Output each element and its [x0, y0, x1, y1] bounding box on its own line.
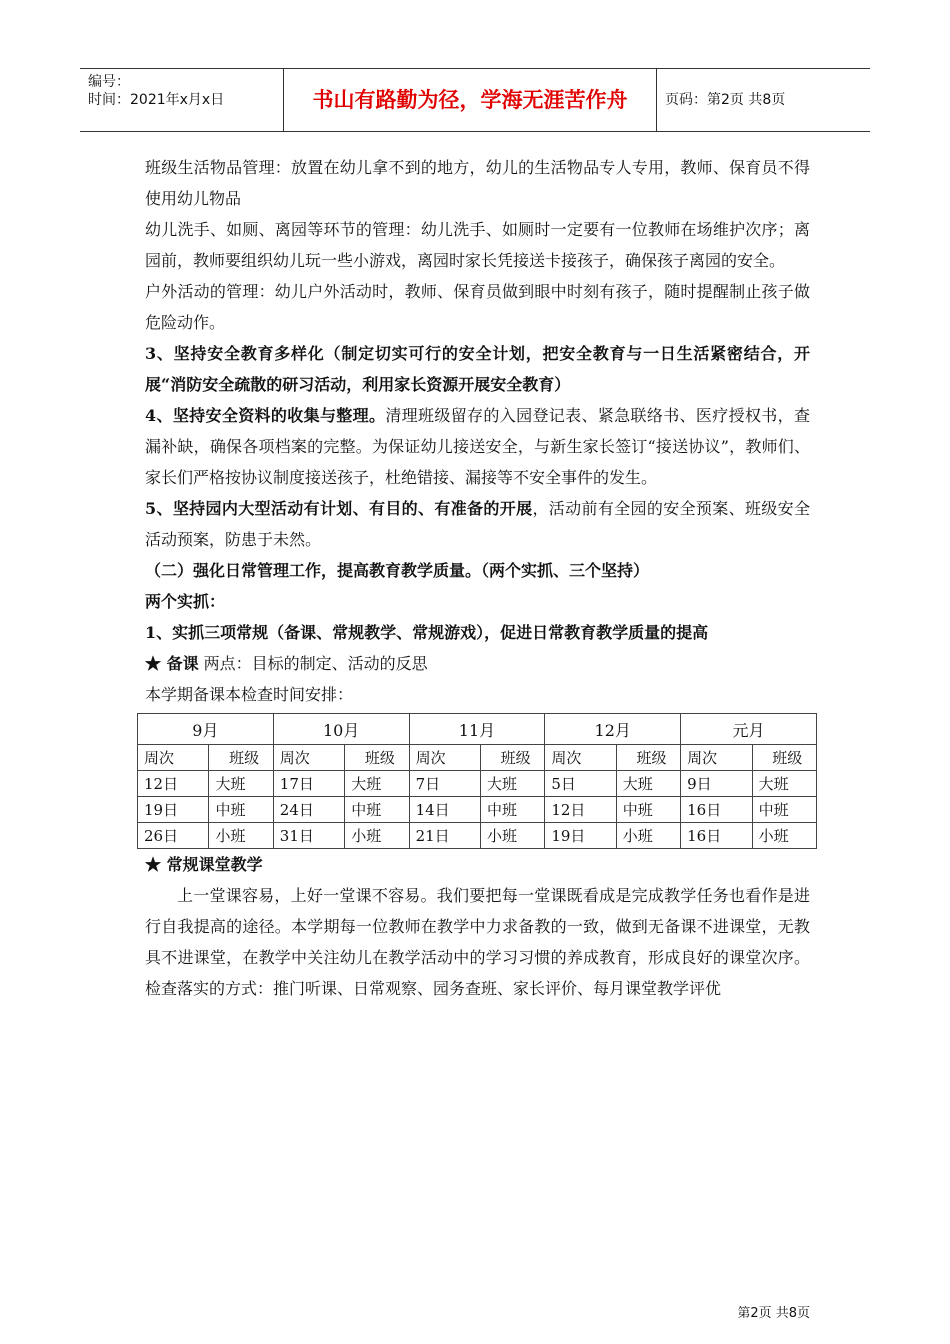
table-row: [138, 797, 817, 823]
table-cell: 17日: [273, 771, 344, 797]
table-row: [138, 771, 817, 797]
table-cell: 12日: [138, 771, 209, 797]
month-cell: 10月: [273, 714, 409, 745]
week-header: 周次: [409, 745, 480, 771]
month-cell: 11月: [409, 714, 545, 745]
table-cell: 中班: [345, 797, 409, 823]
table-cell: 31日: [273, 823, 344, 849]
week-header: 周次: [545, 745, 616, 771]
item-4-text: 清理班级留存的入园登记表、紧急联络书、医疗授权书，查漏补缺，确保各项档案的完整。为保证幼儿接送安全，与新生家长签订“接送协议”，教师们、家长们严格按协议制度接送孩子，杜绝错接、漏接等不安全事件的发生。: [145, 406, 810, 487]
table-cell: 大班: [345, 771, 409, 797]
table-cell: 大班: [752, 771, 816, 797]
item-4: [145, 400, 810, 493]
table-cell: 大班: [616, 771, 680, 797]
table-cell: 小班: [209, 823, 273, 849]
two-grasps-heading: 两个实抓：: [145, 592, 226, 611]
table-cell: 小班: [481, 823, 545, 849]
table-cell: 中班: [752, 797, 816, 823]
column-header-row: [138, 745, 817, 771]
week-header: 周次: [138, 745, 209, 771]
item-3: 3、坚持安全教育多样化（制定切实可行的安全计划，把安全教育与一日生活紧密结合，开展“消防安全疏散的研习活动，利用家长资源开展安全教育）: [145, 344, 810, 394]
table-cell: 19日: [545, 823, 616, 849]
table-cell: 16日: [681, 797, 752, 823]
item-4-title: 4、坚持安全资料的收集与整理。: [145, 406, 386, 425]
paragraph-outdoor: 户外活动的管理：幼儿户外活动时，教师、保育员做到眼中时刻有孩子，随时提醒制止孩子做危险动作。: [145, 282, 810, 332]
item-5-title: 5、坚持园内大型活动有计划、有目的、有准备的开展: [145, 499, 533, 518]
table-cell: 19日: [138, 797, 209, 823]
table-cell: 小班: [345, 823, 409, 849]
month-row: [138, 714, 817, 745]
page-footer: 第2页 共8页: [737, 1306, 810, 1321]
class-header: 班级: [209, 745, 273, 771]
motto: 书山有路勤为径，学海无涯苦作舟: [312, 88, 628, 112]
week-header: 周次: [681, 745, 752, 771]
table-cell: 中班: [616, 797, 680, 823]
class-header: 班级: [481, 745, 545, 771]
table-cell: 21日: [409, 823, 480, 849]
month-cell: 12月: [545, 714, 681, 745]
classroom-heading: ★ 常规课堂教学: [145, 855, 263, 874]
header-info: [88, 73, 288, 109]
table-cell: 小班: [752, 823, 816, 849]
table-cell: 中班: [481, 797, 545, 823]
prep-text: 两点：目标的制定、活动的反思: [198, 654, 428, 673]
schedule-title: 本学期备课本检查时间安排：: [145, 685, 354, 704]
table-cell: 26日: [138, 823, 209, 849]
document-body: [145, 152, 810, 1004]
table-cell: 小班: [616, 823, 680, 849]
page-header: [80, 68, 870, 132]
prep-line: [145, 648, 810, 679]
class-header: 班级: [616, 745, 680, 771]
grasp-1: 1、实抓三项常规（备课、常规教学、常规游戏），促进日常教育教学质量的提高: [145, 623, 709, 642]
table-cell: 16日: [681, 823, 752, 849]
schedule-table: [137, 713, 817, 849]
item-5: [145, 493, 810, 555]
number-label: 编号：: [88, 74, 130, 90]
month-cell: 元月: [681, 714, 817, 745]
table-cell: 大班: [209, 771, 273, 797]
item-5-text: ，活动前有全园的安全预案、班级安全活动预案，防患于未然。: [145, 499, 810, 549]
table-cell: 9日: [681, 771, 752, 797]
paragraph-handwash: 幼儿洗手、如厕、离园等环节的管理：幼儿洗手、如厕时一定要有一位教师在场维护次序；离园前，教师要组织幼儿玩一些小游戏，离园时家长凭接送卡接孩子，确保孩子离园的安全。: [145, 220, 810, 270]
month-cell: 9月: [138, 714, 274, 745]
header-motto-cell: [283, 69, 657, 131]
week-header: 周次: [273, 745, 344, 771]
table-cell: 14日: [409, 797, 480, 823]
table-cell: 5日: [545, 771, 616, 797]
table-cell: 24日: [273, 797, 344, 823]
table-row: [138, 823, 817, 849]
paragraph-supplies: 班级生活物品管理：放置在幼儿拿不到的地方，幼儿的生活物品专人专用，教师、保育员不得使用幼儿物品: [145, 158, 810, 208]
page-label: 页码：第2页 共8页: [665, 92, 786, 108]
table-cell: 大班: [481, 771, 545, 797]
table-cell: 中班: [209, 797, 273, 823]
classroom-text: 上一堂课容易，上好一堂课不容易。我们要把每一堂课既看成是完成教学任务也看作是进行自我提高的途径。本学期每一位教师在教学中力求备教的一致，做到无备课不进课堂，无教具不进课堂，在教学中关注幼儿在教学活动中的学习习惯的养成教育，形成良好的课堂次序。检查落实的方式：推门听课、日常观察、园务查班、家长评价、每月课堂教学评优: [145, 886, 810, 998]
table-cell: 12日: [545, 797, 616, 823]
date-label: 时间：2021年x月x日: [88, 92, 225, 108]
class-header: 班级: [752, 745, 816, 771]
class-header: 班级: [345, 745, 409, 771]
section-2-title: （二）强化日常管理工作，提高教育教学质量。（两个实抓、三个坚持）: [145, 561, 650, 580]
prep-label: ★ 备课: [145, 654, 199, 673]
table-cell: 7日: [409, 771, 480, 797]
